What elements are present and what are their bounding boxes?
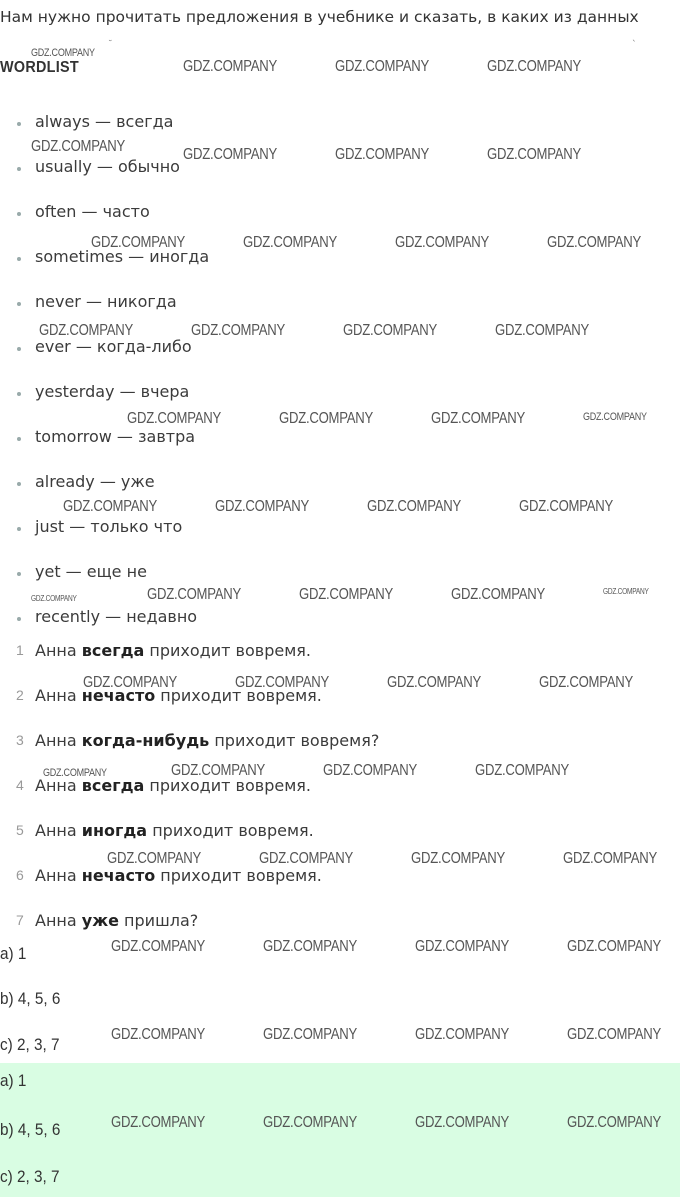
bullet-icon <box>17 302 21 306</box>
wordlist-item <box>0 112 400 134</box>
watermark-text: GDZ.COMPANY <box>431 410 526 427</box>
watermark-text: GDZ.COMPANY <box>563 850 658 867</box>
watermark-text: GDZ.COMPANY <box>183 58 278 75</box>
wordlist-item-text: yet — еще не <box>35 562 147 581</box>
bullet-icon <box>17 527 21 531</box>
option-item: c) 2, 3, 7 <box>0 1035 60 1054</box>
watermark-text: GDZ.COMPANY <box>387 674 482 691</box>
sentence-text <box>35 731 379 750</box>
sentence-pre: Анна <box>35 776 82 795</box>
sentence-post: пришла? <box>118 911 199 930</box>
bullet-icon <box>17 167 21 171</box>
wordlist-item <box>0 517 400 539</box>
wordlist-item-text: yesterday — вчера <box>35 382 190 401</box>
wordlist-item <box>0 607 400 629</box>
sentence-keyword: когда-нибудь <box>81 731 210 750</box>
watermark-text: GDZ.COMPANY <box>603 587 649 596</box>
sentence-number: 6 <box>16 867 24 883</box>
bullet-icon <box>17 122 21 126</box>
watermark-text: GDZ.COMPANY <box>39 322 134 339</box>
wordlist-item-text: recently — недавно <box>35 607 198 626</box>
bullet-icon <box>17 482 21 486</box>
wordlist-item <box>0 337 400 359</box>
sentence-keyword: нечасто <box>81 866 156 885</box>
watermark-text: GDZ.COMPANY <box>263 938 358 955</box>
wordlist-item-text: always — всегда <box>35 112 174 131</box>
watermark-text: GDZ.COMPANY <box>147 586 242 603</box>
answer-item: a) 1 <box>0 1071 27 1090</box>
glyph-fragment: ˋ <box>632 40 637 50</box>
bullet-icon <box>17 347 21 351</box>
watermark-text: GDZ.COMPANY <box>31 594 77 603</box>
watermark-text: GDZ.COMPANY <box>411 850 506 867</box>
watermark-text: GDZ.COMPANY <box>171 762 266 779</box>
answer-item: c) 2, 3, 7 <box>0 1167 60 1186</box>
watermark-text: GDZ.COMPANY <box>487 146 582 163</box>
sentence-number: 4 <box>16 777 24 793</box>
watermark-text: GDZ.COMPANY <box>215 498 310 515</box>
wordlist-item-text: tomorrow — завтра <box>35 427 196 446</box>
watermark-text: GDZ.COMPANY <box>475 762 570 779</box>
sentence-pre: Анна <box>35 911 82 930</box>
wordlist-item <box>0 247 400 269</box>
watermark-text: GDZ.COMPANY <box>567 1026 662 1043</box>
watermark-text: GDZ.COMPANY <box>335 58 430 75</box>
wordlist-item <box>0 202 400 224</box>
sentence-number: 5 <box>16 822 24 838</box>
glyph-fragment: ˘ <box>108 40 113 50</box>
sentence-pre: Анна <box>35 686 82 705</box>
sentence-keyword: всегда <box>81 776 145 795</box>
wordlist-item <box>0 427 400 449</box>
bullet-icon <box>17 257 21 261</box>
watermark-text: GDZ.COMPANY <box>31 138 126 155</box>
wordlist-item-text: never — никогда <box>35 292 177 311</box>
intro-text: Нам нужно прочитать предложения в учебнике и сказать, в каких из данных <box>0 8 639 26</box>
watermark-text: GDZ.COMPANY <box>367 498 462 515</box>
wordlist-item-text: usually — обычно <box>35 157 180 176</box>
watermark-text: GDZ.COMPANY <box>539 674 634 691</box>
bullet-icon <box>17 617 21 621</box>
watermark-text: GDZ.COMPANY <box>111 938 206 955</box>
watermark-text: GDZ.COMPANY <box>63 498 158 515</box>
watermark-text: GDZ.COMPANY <box>263 1026 358 1043</box>
sentence-item <box>0 821 420 843</box>
watermark-text: GDZ.COMPANY <box>91 234 186 251</box>
sentence-post: приходит вовремя. <box>144 776 311 795</box>
watermark-text: GDZ.COMPANY <box>547 234 642 251</box>
bullet-icon <box>17 392 21 396</box>
watermark-text: GDZ.COMPANY <box>299 586 394 603</box>
wordlist-item-text: already — уже <box>35 472 155 491</box>
watermark-text: GDZ.COMPANY <box>243 234 338 251</box>
sentence-post: приходит вовремя. <box>144 641 311 660</box>
sentence-pre: Анна <box>35 866 82 885</box>
watermark-text: GDZ.COMPANY <box>519 498 614 515</box>
sentence-keyword: всегда <box>81 641 145 660</box>
wordlist-item-text: ever — когда-либо <box>35 337 192 356</box>
option-item: a) 1 <box>0 944 27 963</box>
sentence-number: 7 <box>16 912 24 928</box>
watermark-text: GDZ.COMPANY <box>43 767 107 779</box>
sentence-post: приходит вовремя? <box>209 731 380 750</box>
answer-item: b) 4, 5, 6 <box>0 1120 61 1139</box>
watermark-text: GDZ.COMPANY <box>415 938 510 955</box>
sentence-pre: Анна <box>35 731 82 750</box>
watermark-text: GDZ.COMPANY <box>183 146 278 163</box>
watermark-text: GDZ.COMPANY <box>111 1026 206 1043</box>
sentence-text <box>35 641 311 660</box>
bullet-icon <box>17 572 21 576</box>
watermark-text: GDZ.COMPANY <box>191 322 286 339</box>
wordlist-item <box>0 382 400 404</box>
sentence-number: 3 <box>16 732 24 748</box>
wordlist-item-text: just — только что <box>35 517 183 536</box>
sentence-pre: Анна <box>35 641 82 660</box>
watermark-text: GDZ.COMPANY <box>415 1026 510 1043</box>
sentence-number: 1 <box>16 642 24 658</box>
wordlist-title: WORDLIST <box>0 59 79 76</box>
watermark-text: GDZ.COMPANY <box>111 1114 206 1131</box>
wordlist-item-text: often — часто <box>35 202 150 221</box>
wordlist-item-text: sometimes — иногда <box>35 247 210 266</box>
wordlist-item <box>0 562 400 584</box>
wordlist-item <box>0 472 400 494</box>
sentence-text <box>35 866 322 885</box>
watermark-text: GDZ.COMPANY <box>567 938 662 955</box>
wordlist-item <box>0 292 400 314</box>
watermark-text: GDZ.COMPANY <box>83 674 178 691</box>
sentence-text <box>35 911 198 930</box>
sentence-text <box>35 821 314 840</box>
watermark-text: GDZ.COMPANY <box>335 146 430 163</box>
watermark-text: GDZ.COMPANY <box>567 1114 662 1131</box>
bullet-icon <box>17 437 21 441</box>
sentence-number: 2 <box>16 687 24 703</box>
sentence-item <box>0 641 420 663</box>
sentence-post: приходит вовремя. <box>155 686 322 705</box>
watermark-text: GDZ.COMPANY <box>107 850 202 867</box>
watermark-text: GDZ.COMPANY <box>415 1114 510 1131</box>
sentence-item <box>0 866 420 888</box>
sentence-keyword: уже <box>81 911 119 930</box>
watermark-text: GDZ.COMPANY <box>583 411 647 423</box>
watermark-text: GDZ.COMPANY <box>235 674 330 691</box>
sentence-keyword: иногда <box>81 821 148 840</box>
sentence-keyword: нечасто <box>81 686 156 705</box>
sentence-item <box>0 731 420 753</box>
watermark-text: GDZ.COMPANY <box>487 58 582 75</box>
bullet-icon <box>17 212 21 216</box>
watermark-text: GDZ.COMPANY <box>343 322 438 339</box>
sentence-pre: Анна <box>35 821 82 840</box>
watermark-text: GDZ.COMPANY <box>263 1114 358 1131</box>
watermark-text: GDZ.COMPANY <box>395 234 490 251</box>
sentence-post: приходит вовремя. <box>147 821 314 840</box>
watermark-text: GDZ.COMPANY <box>451 586 546 603</box>
option-item: b) 4, 5, 6 <box>0 989 61 1008</box>
sentence-post: приходит вовремя. <box>155 866 322 885</box>
watermark-text: GDZ.COMPANY <box>127 410 222 427</box>
watermark-text: GDZ.COMPANY <box>31 47 95 59</box>
watermark-text: GDZ.COMPANY <box>279 410 374 427</box>
sentence-item <box>0 686 420 708</box>
sentence-item <box>0 911 420 933</box>
watermark-text: GDZ.COMPANY <box>323 762 418 779</box>
watermark-text: GDZ.COMPANY <box>495 322 590 339</box>
watermark-text: GDZ.COMPANY <box>259 850 354 867</box>
